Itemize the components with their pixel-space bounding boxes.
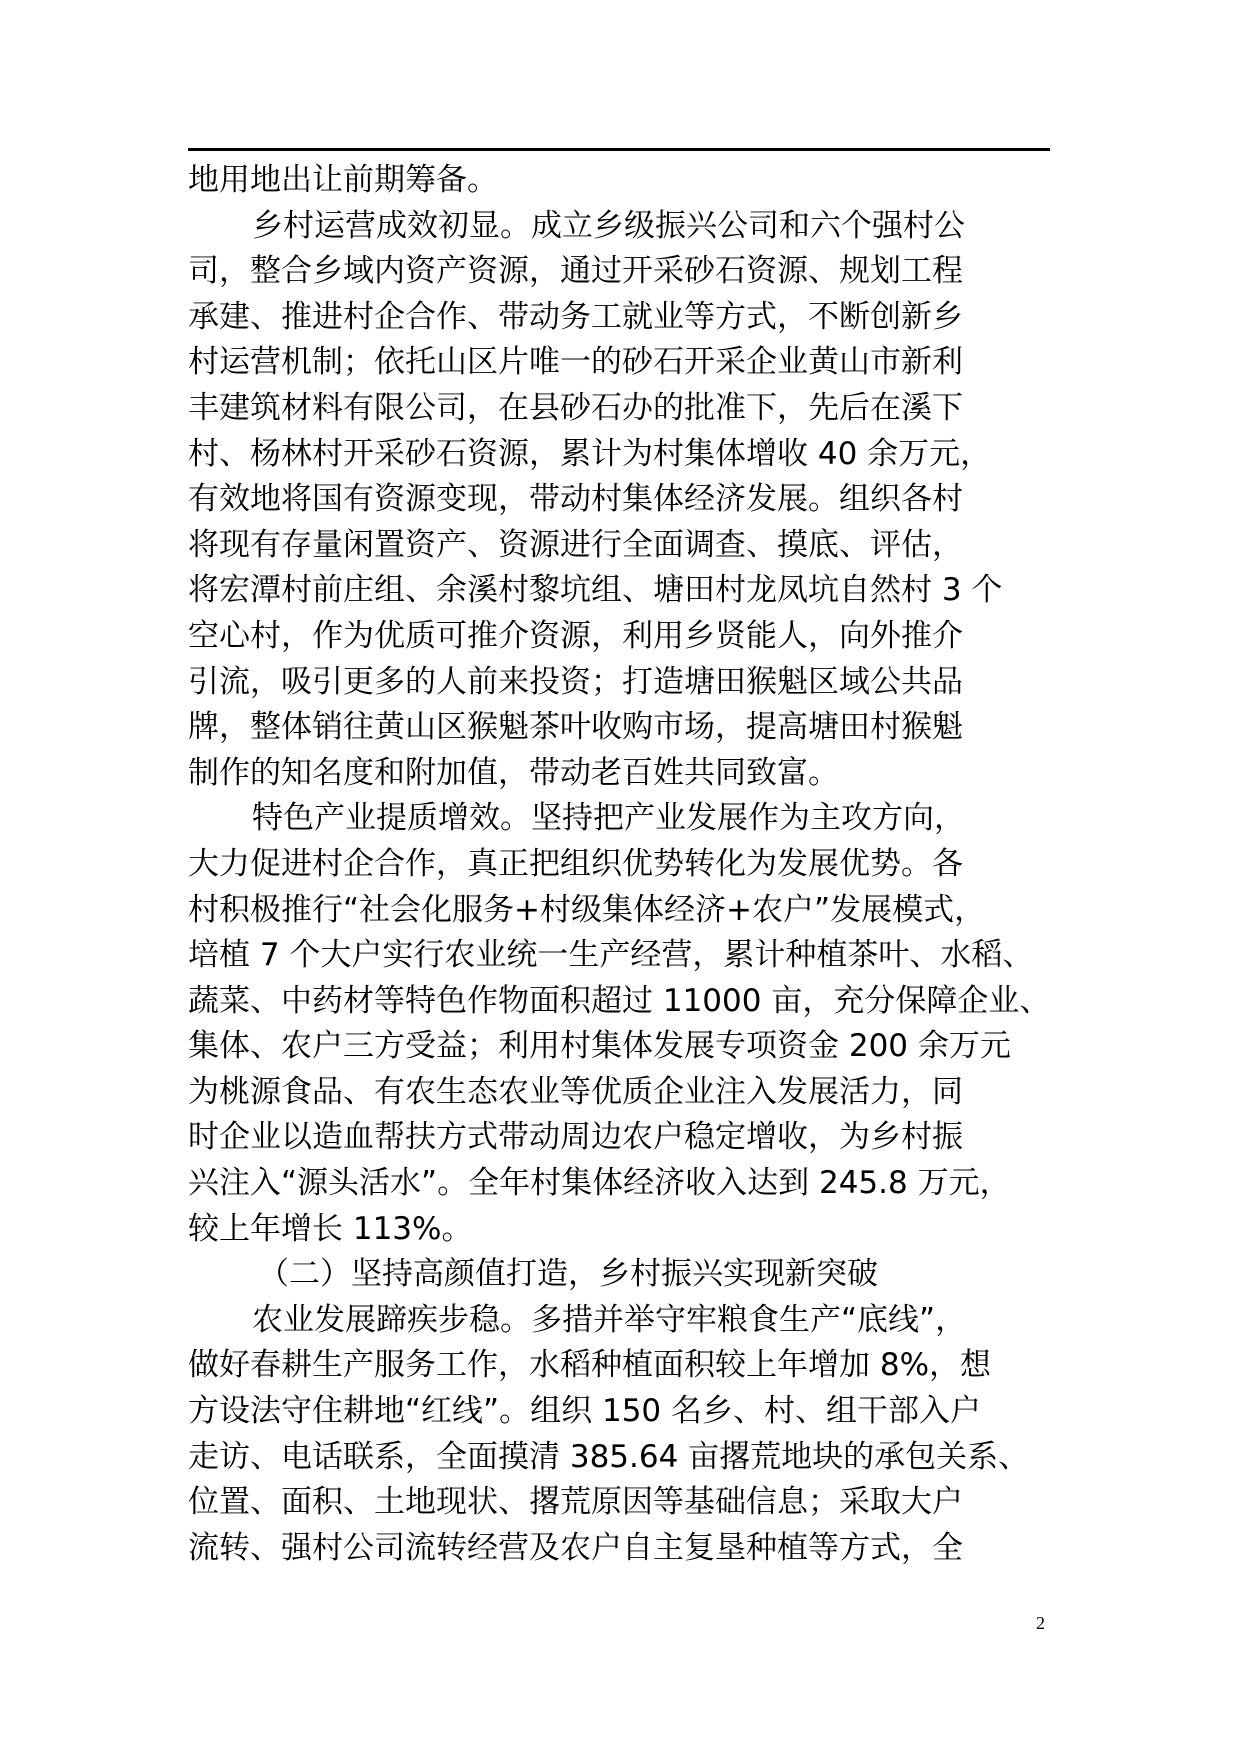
text-line: 村积极推行“社会化服务+村级集体经济+农户”发展模式， [188, 891, 986, 928]
text-line: 乡村运营成效初显。成立乡级振兴公司和六个强村公 [252, 207, 965, 244]
text-line: 丰建筑材料有限公司，在县砂石办的批准下，先后在溪下 [188, 389, 963, 426]
text-line: 集体、农户三方受益；利用村集体发展专项资金 200 余万元 [188, 1028, 1011, 1065]
text-line: 特色产业提质增效。坚持把产业发展作为主攻方向， [252, 800, 965, 837]
text-line: 承建、推进村企合作、带动务工就业等方式，不断创新乡 [188, 298, 963, 335]
text-line: 为桃源食品、有农生态农业等优质企业注入发展活力，同 [188, 1073, 963, 1110]
text-line: 大力促进村企合作，真正把组织优势转化为发展优势。各 [188, 845, 963, 882]
text-line: 方设法守住耕地“红线”。组织 150 名乡、村、组干部入户 [188, 1393, 981, 1430]
document-body [188, 158, 1056, 1571]
text-line: 兴注入“源头活水”。全年村集体经济收入达到 245.8 万元， [188, 1165, 1011, 1202]
text-line: 牌，整体销往黄山区猴魁茶叶收购市场，提高塘田村猴魁 [188, 709, 963, 746]
text-line: 农业发展蹄疾步稳。多措并举守牢粮食生产“底线”， [252, 1301, 967, 1338]
page-number: 2 [1036, 1613, 1045, 1633]
text-line: 流转、强村公司流转经营及农户自主复垦种植等方式，全 [188, 1529, 963, 1566]
text-line: 将宏潭村前庄组、余溪村黎坑组、塘田村龙凤坑自然村 3 个 [188, 572, 1003, 609]
text-line: 村运营机制；依托山区片唯一的砂石开采企业黄山市新利 [188, 344, 963, 381]
text-line: 有效地将国有资源变现，带动村集体经济发展。组织各村 [188, 481, 963, 518]
text-line: 培植 7 个大户实行农业统一生产经营，累计种植茶叶、水稻、 [188, 937, 1034, 974]
header-rule [188, 148, 1050, 151]
text-line: 村、杨林村开采砂石资源，累计为村集体增收 40 余万元， [188, 435, 992, 472]
text-line: 时企业以造血帮扶方式带动周边农户稳定增收，为乡村振 [188, 1119, 963, 1156]
text-line: 地用地出让前期筹备。 [188, 162, 498, 198]
text-line: 引流，吸引更多的人前来投资；打造塘田猴魁区域公共品 [188, 663, 963, 700]
text-line: 空心村，作为优质可推介资源，利用乡贤能人，向外推介 [188, 617, 963, 654]
text-line: 做好春耕生产服务工作，水稻种植面积较上年增加 8%，想 [188, 1347, 992, 1384]
text-line: 司，整合乡域内资产资源，通过开采砂石资源、规划工程 [188, 253, 963, 290]
text-line: 蔬菜、中药材等特色作物面积超过 11000 亩，充分保障企业、 [188, 982, 1051, 1019]
text-line: 走访、电话联系，全面摸清 385.64 亩撂荒地块的承包关系、 [188, 1438, 1030, 1475]
text-line: 位置、面积、土地现状、撂荒原因等基础信息；采取大户 [188, 1484, 963, 1521]
section-heading: （二）坚持高颜值打造，乡村振兴实现新突破 [258, 1256, 878, 1293]
text-line: 将现有存量闲置资产、资源进行全面调查、摸底、评估， [188, 526, 963, 563]
text-line: 制作的知名度和附加值，带动老百姓共同致富。 [188, 754, 839, 791]
text-line: 较上年增长 113%。 [188, 1210, 473, 1247]
